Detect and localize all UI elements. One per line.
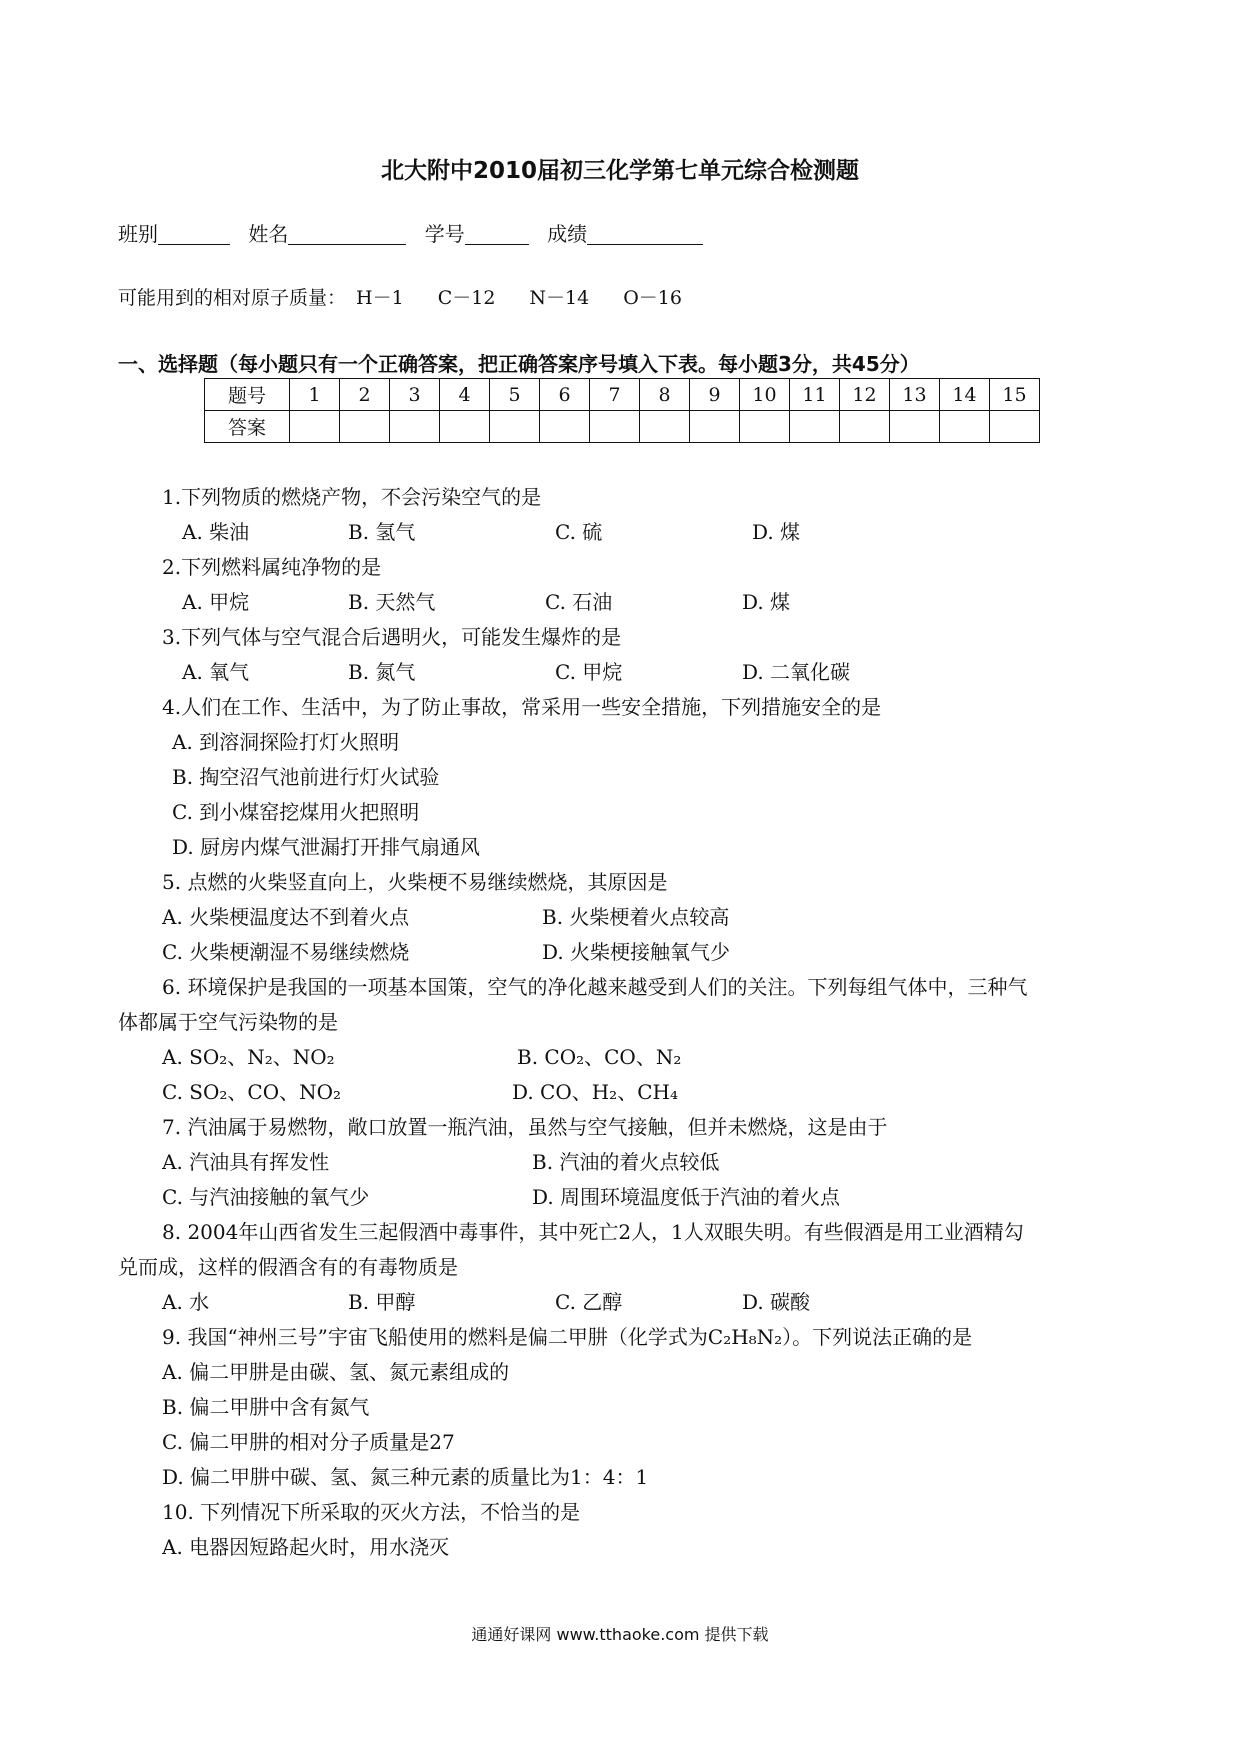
answer-table bbox=[204, 378, 1040, 443]
number-blank[interactable] bbox=[465, 224, 529, 245]
table-cell: 6 bbox=[540, 379, 590, 411]
option[interactable]: A. 电器因短路起火时，用水浇灭 bbox=[162, 1535, 450, 1559]
option[interactable]: A. 氧气 bbox=[182, 660, 250, 684]
table-cell: 7 bbox=[590, 379, 640, 411]
answer-cell[interactable] bbox=[540, 411, 590, 443]
question-8-stem: 8. 2004年山西省发生三起假酒中毒事件，其中死亡2人，1人双眼失明。有些假酒是用工业酒精勾 bbox=[162, 1220, 1024, 1244]
name-label: 姓名 bbox=[248, 222, 289, 246]
score-blank[interactable] bbox=[587, 224, 703, 245]
option[interactable]: D. 厨房内煤气泄漏打开排气扇通风 bbox=[172, 835, 481, 859]
answer-cell[interactable] bbox=[890, 411, 940, 443]
table-cell: 15 bbox=[990, 379, 1040, 411]
table-cell: 1 bbox=[290, 379, 340, 411]
question-6-options-cd bbox=[162, 1080, 678, 1104]
option[interactable]: B. 汽油的着火点较低 bbox=[532, 1150, 720, 1174]
number-label: 学号 bbox=[424, 222, 465, 246]
option[interactable]: D. CO、H₂、CH₄ bbox=[512, 1080, 678, 1104]
answer-cell[interactable] bbox=[640, 411, 690, 443]
question-3-options bbox=[182, 660, 850, 684]
answer-table-number-row bbox=[205, 379, 1040, 411]
question-9-stem: 9. 我国“神州三号”宇宙飞船使用的燃料是偏二甲肼（化学式为C₂H₈N₂）。下列说法正确的是 bbox=[162, 1325, 973, 1349]
question-6-options-ab bbox=[162, 1045, 681, 1069]
answer-cell[interactable] bbox=[390, 411, 440, 443]
answer-cell[interactable] bbox=[740, 411, 790, 443]
question-4-stem: 4.人们在工作、生活中，为了防止事故，常采用一些安全措施，下列措施安全的是 bbox=[162, 695, 882, 719]
option[interactable]: C. 硫 bbox=[555, 520, 603, 544]
option[interactable]: C. SO₂、CO、NO₂ bbox=[162, 1080, 342, 1104]
mass-h: H－1 bbox=[356, 287, 404, 309]
name-blank[interactable] bbox=[288, 224, 406, 245]
option[interactable]: D. 二氧化碳 bbox=[742, 660, 851, 684]
option[interactable]: D. 碳酸 bbox=[742, 1290, 811, 1314]
question-6-stem-cont: 体都属于空气污染物的是 bbox=[118, 1010, 338, 1034]
section-heading: 一、选择题（每小题只有一个正确答案，把正确答案序号填入下表。每小题3分，共45分） bbox=[118, 352, 920, 376]
question-10-stem: 10. 下列情况下所采取的灭火方法，不恰当的是 bbox=[162, 1500, 581, 1524]
answer-cell[interactable] bbox=[940, 411, 990, 443]
question-7-stem: 7. 汽油属于易燃物，敞口放置一瓶汽油，虽然与空气接触，但并未燃烧，这是由于 bbox=[162, 1115, 888, 1139]
score-label: 成绩 bbox=[547, 222, 588, 246]
table-cell: 4 bbox=[440, 379, 490, 411]
option[interactable]: D. 周围环境温度低于汽油的着火点 bbox=[532, 1185, 841, 1209]
option[interactable]: A. 到溶洞探险打灯火照明 bbox=[172, 730, 400, 754]
question-2-stem: 2.下列燃料属纯净物的是 bbox=[162, 555, 382, 579]
answer-table-answer-row bbox=[205, 411, 1040, 443]
option[interactable]: B. 氮气 bbox=[348, 660, 416, 684]
option[interactable]: B. 火柴梗着火点较高 bbox=[542, 905, 730, 929]
option[interactable]: A. 汽油具有挥发性 bbox=[162, 1150, 330, 1174]
atomic-masses bbox=[118, 283, 682, 310]
option[interactable]: B. 氢气 bbox=[348, 520, 416, 544]
table-cell: 3 bbox=[390, 379, 440, 411]
option[interactable]: B. 掏空沼气池前进行灯火试验 bbox=[172, 765, 440, 789]
page-title: 北大附中2010届初三化学第七单元综合检测题 bbox=[380, 158, 859, 184]
question-8-options bbox=[162, 1290, 810, 1314]
table-cell: 5 bbox=[490, 379, 540, 411]
option[interactable]: B. 甲醇 bbox=[348, 1290, 416, 1314]
mass-n: N－14 bbox=[529, 287, 590, 309]
table-cell: 12 bbox=[840, 379, 890, 411]
question-6-stem: 6. 环境保护是我国的一项基本国策，空气的净化越来越受到人们的关注。下列每组气体中，三种气 bbox=[162, 975, 1028, 999]
option[interactable]: A. 火柴梗温度达不到着火点 bbox=[162, 905, 410, 929]
answer-cell[interactable] bbox=[990, 411, 1040, 443]
table-cell: 13 bbox=[890, 379, 940, 411]
table-header-number: 题号 bbox=[205, 379, 290, 411]
table-cell: 9 bbox=[690, 379, 740, 411]
question-2-options bbox=[182, 590, 790, 614]
answer-cell[interactable] bbox=[690, 411, 740, 443]
option[interactable]: A. SO₂、N₂、NO₂ bbox=[162, 1045, 335, 1069]
table-header-answer: 答案 bbox=[205, 411, 290, 443]
answer-cell[interactable] bbox=[590, 411, 640, 443]
question-3-stem: 3.下列气体与空气混合后遇明火，可能发生爆炸的是 bbox=[162, 625, 622, 649]
table-cell: 10 bbox=[740, 379, 790, 411]
option[interactable]: B. 偏二甲肼中含有氮气 bbox=[162, 1395, 370, 1419]
option[interactable]: C. 偏二甲肼的相对分子质量是27 bbox=[162, 1430, 455, 1454]
option[interactable]: D. 火柴梗接触氧气少 bbox=[542, 940, 731, 964]
option[interactable]: C. 到小煤窑挖煤用火把照明 bbox=[172, 800, 420, 824]
option[interactable]: A. 甲烷 bbox=[182, 590, 250, 614]
question-7-options-cd bbox=[162, 1185, 840, 1209]
option[interactable]: C. 与汽油接触的氧气少 bbox=[162, 1185, 370, 1209]
question-8-stem-cont: 兑而成，这样的假酒含有的有毒物质是 bbox=[118, 1255, 458, 1279]
question-5-stem: 5. 点燃的火柴竖直向上，火柴梗不易继续燃烧，其原因是 bbox=[162, 870, 668, 894]
option[interactable]: B. 天然气 bbox=[348, 590, 436, 614]
option[interactable]: D. 偏二甲肼中碳、氢、氮三种元素的质量比为1：4：1 bbox=[162, 1465, 649, 1489]
table-cell: 2 bbox=[340, 379, 390, 411]
answer-cell[interactable] bbox=[840, 411, 890, 443]
answer-cell[interactable] bbox=[340, 411, 390, 443]
student-info-row bbox=[118, 218, 715, 247]
class-label: 班别 bbox=[118, 222, 158, 246]
option[interactable]: D. 煤 bbox=[752, 520, 801, 544]
question-1-options bbox=[182, 520, 800, 544]
table-cell: 11 bbox=[790, 379, 840, 411]
mass-o: O－16 bbox=[623, 287, 682, 309]
option[interactable]: C. 火柴梗潮湿不易继续燃烧 bbox=[162, 940, 410, 964]
table-cell: 14 bbox=[940, 379, 990, 411]
answer-cell[interactable] bbox=[290, 411, 340, 443]
option[interactable]: A. 水 bbox=[162, 1290, 210, 1314]
footer-download-note: 通通好课网 www.tthaoke.com 提供下载 bbox=[471, 1625, 769, 1644]
option[interactable]: A. 偏二甲肼是由碳、氢、氮元素组成的 bbox=[162, 1360, 510, 1384]
question-1-stem: 1.下列物质的燃烧产物，不会污染空气的是 bbox=[162, 485, 542, 509]
question-5-options-ab bbox=[162, 905, 729, 929]
question-7-options-ab bbox=[162, 1150, 719, 1174]
option[interactable]: B. CO₂、CO、N₂ bbox=[517, 1045, 682, 1069]
mass-c: C－12 bbox=[437, 287, 496, 309]
question-5-options-cd bbox=[162, 940, 730, 964]
table-cell: 8 bbox=[640, 379, 690, 411]
atomic-masses-label: 可能用到的相对原子质量： bbox=[118, 287, 347, 309]
option[interactable]: C. 石油 bbox=[545, 590, 613, 614]
answer-cell[interactable] bbox=[440, 411, 490, 443]
answer-cell[interactable] bbox=[790, 411, 840, 443]
option[interactable]: D. 煤 bbox=[742, 590, 791, 614]
class-blank[interactable] bbox=[158, 224, 230, 245]
option[interactable]: A. 柴油 bbox=[182, 520, 250, 544]
answer-cell[interactable] bbox=[490, 411, 540, 443]
option[interactable]: C. 甲烷 bbox=[555, 660, 623, 684]
option[interactable]: C. 乙醇 bbox=[555, 1290, 623, 1314]
